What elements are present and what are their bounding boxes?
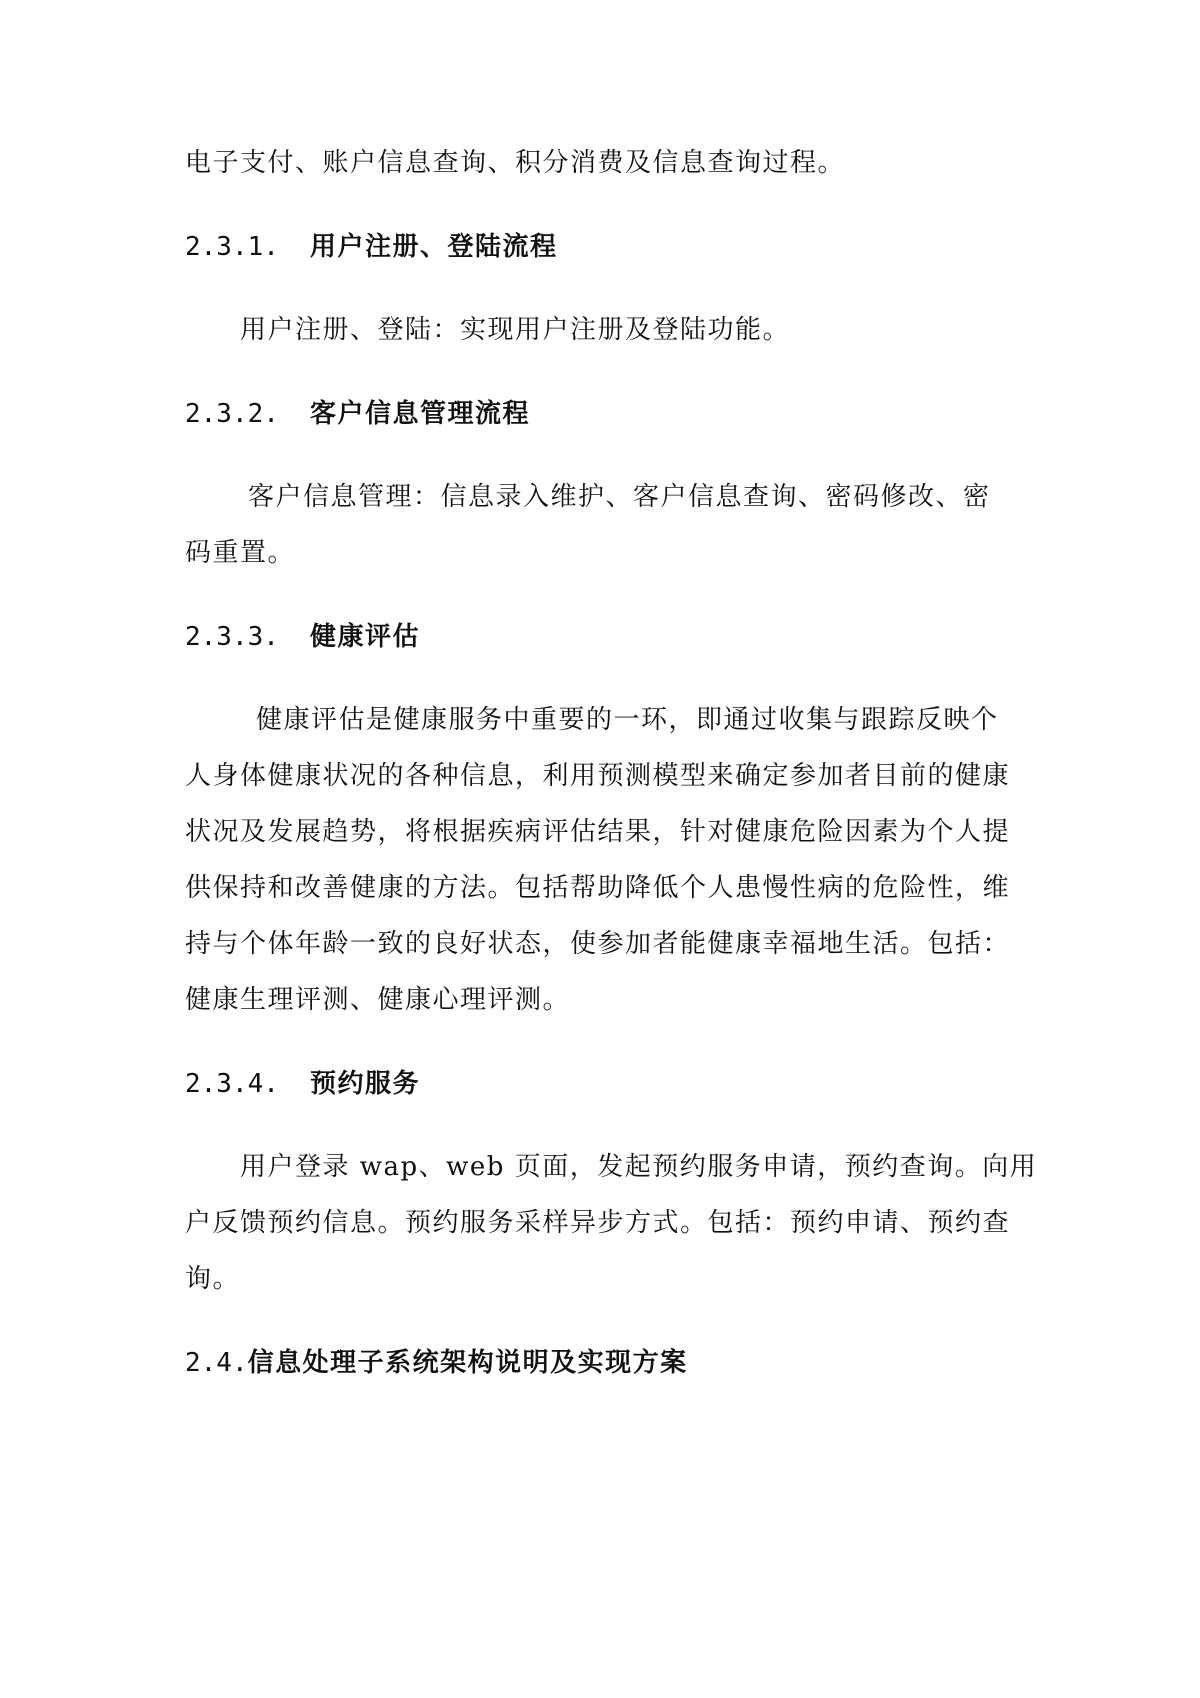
section-number: 2.4. — [185, 1348, 248, 1378]
paragraph-line: 健康评估是健康服务中重要的一环，即通过收集与跟踪反映个 — [256, 705, 999, 735]
paragraph-line: 客户信息管理：信息录入维护、客户信息查询、密码修改、密 — [248, 482, 991, 512]
section-number: 2.3.1. — [185, 232, 279, 262]
paragraph-line: 状况及发展趋势，将根据疾病评估结果，针对健康危险因素为个人提 — [185, 817, 1011, 847]
section-heading-2-3-4 — [185, 1067, 420, 1101]
section-title: 用户注册、登陆流程 — [310, 232, 558, 262]
intro-paragraph-line: 电子支付、账户信息查询、积分消费及信息查询过程。 — [185, 148, 846, 178]
paragraph-line: 码重置。 — [185, 538, 296, 568]
paragraph-line: 询。 — [185, 1264, 241, 1294]
section-number: 2.3.4. — [185, 1069, 279, 1099]
section-title: 信息处理子系统架构说明及实现方案 — [247, 1348, 688, 1378]
paragraph-line: 持与个体年龄一致的良好状态，使参加者能健康幸福地生活。包括： — [185, 929, 1011, 959]
section-heading-2-3-3 — [185, 620, 420, 654]
paragraph-line: 户反馈预约信息。预约服务采样异步方式。包括：预约申请、预约查 — [185, 1208, 1011, 1238]
section-number: 2.3.3. — [185, 622, 279, 652]
paragraph-line: 用户注册、登陆：实现用户注册及登陆功能。 — [240, 315, 791, 345]
paragraph-line: 人身体健康状况的各种信息，利用预测模型来确定参加者目前的健康 — [185, 761, 1011, 791]
section-title: 预约服务 — [310, 1069, 421, 1099]
section-title: 健康评估 — [310, 622, 421, 652]
section-number: 2.3.2. — [185, 399, 279, 429]
section-title: 客户信息管理流程 — [310, 399, 531, 429]
paragraph-line: 健康生理评测、健康心理评测。 — [185, 985, 571, 1015]
section-heading-2-4 — [185, 1346, 688, 1380]
section-heading-2-3-2 — [185, 397, 530, 431]
section-heading-2-3-1 — [185, 230, 558, 264]
paragraph-line: 供保持和改善健康的方法。包括帮助降低个人患慢性病的危险性，维 — [185, 873, 1011, 903]
paragraph-line: 用户登录 wap、web 页面，发起预约服务申请，预约查询。向用 — [240, 1152, 1038, 1182]
